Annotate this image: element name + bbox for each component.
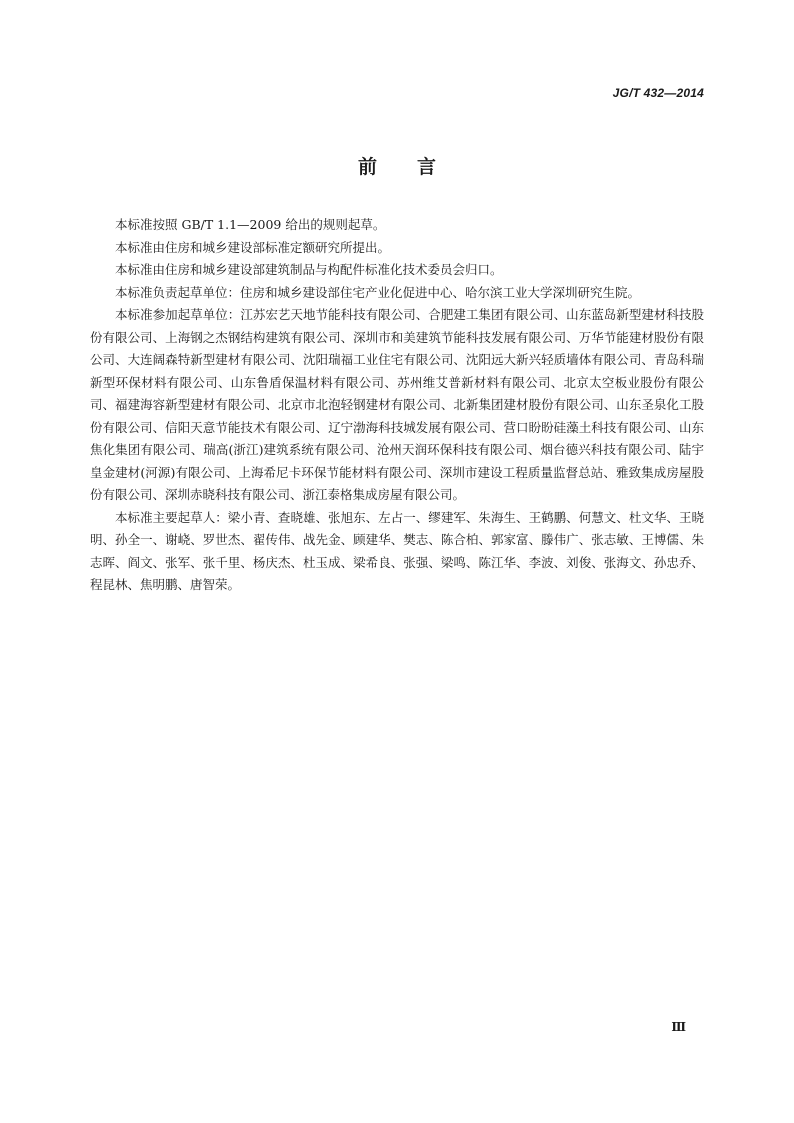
paragraph-lead-drafters: 本标准负责起草单位：住房和城乡建设部住宅产业化促进中心、哈尔滨工业大学深圳研究生院。: [115, 284, 641, 300]
standard-code: JG/T 432—2014: [612, 86, 704, 100]
page-title: 前言: [357, 156, 476, 178]
page-number: Ⅲ: [671, 1020, 686, 1034]
paragraph-proposer: 本标准由住房和城乡建设部标准定额研究所提出。: [115, 239, 391, 255]
foreword-body: [90, 214, 704, 597]
paragraph-participating-units: 本标准参加起草单位：江苏宏艺天地节能科技有限公司、合肥建工集团有限公司、山东蓝岛新型建材科技股份有限公司、上海钢之杰钢结构建筑有限公司、深圳市和美建筑节能科技发展有限公司、万华节能建材股份有限公司、大连阔森特新型建材有限公司、沈阳瑞福工业住宅有限公司、沈阳远大新兴轻质墙体有限公司、青岛科瑞新型环保材料有限公司、山东鲁盾保温材料有限公司、苏州维艾普新材料有限公司、北京太空板业股份有限公司、福建海容新型建材有限公司、北京市北泡轻钢建材有限公司、北新集团建材股份有限公司、山东圣泉化工股份有限公司、信阳天意节能技术有限公司、辽宁渤海科技城发展有限公司、营口盼盼硅藻土科技有限公司、山东焦化集团有限公司、瑞高(浙江)建筑系统有限公司、沧州天润环保科技有限公司、烟台德兴科技有限公司、陆宇皇金建材(河源)有限公司、上海希尼卡环保节能材料有限公司、深圳市建设工程质量监督总站、雅致集成房屋股份有限公司、深圳赤晓科技有限公司、浙江泰格集成房屋有限公司。: [90, 307, 704, 502]
paragraph-drafting-rules: 本标准按照 GB/T 1.1—2009 给出的规则起草。: [115, 217, 386, 232]
paragraph-main-drafters: 本标准主要起草人：梁小青、查晓雄、张旭东、左占一、缪建军、朱海生、王鹤鹏、何慧文、杜文华、王晓明、孙全一、谢峣、罗世杰、翟传伟、战先金、顾建华、樊志、陈合柏、郭家富、滕伟广、张志敏、王博儒、朱志晖、阎文、张军、张千里、杨庆杰、杜玉成、梁希良、张强、梁鸣、陈江华、李波、刘俊、张海文、孙忠乔、程昆林、焦明鹏、唐智荣。: [90, 509, 704, 592]
paragraph-administrator: 本标准由住房和城乡建设部建筑制品与构配件标准化技术委员会归口。: [115, 262, 503, 277]
